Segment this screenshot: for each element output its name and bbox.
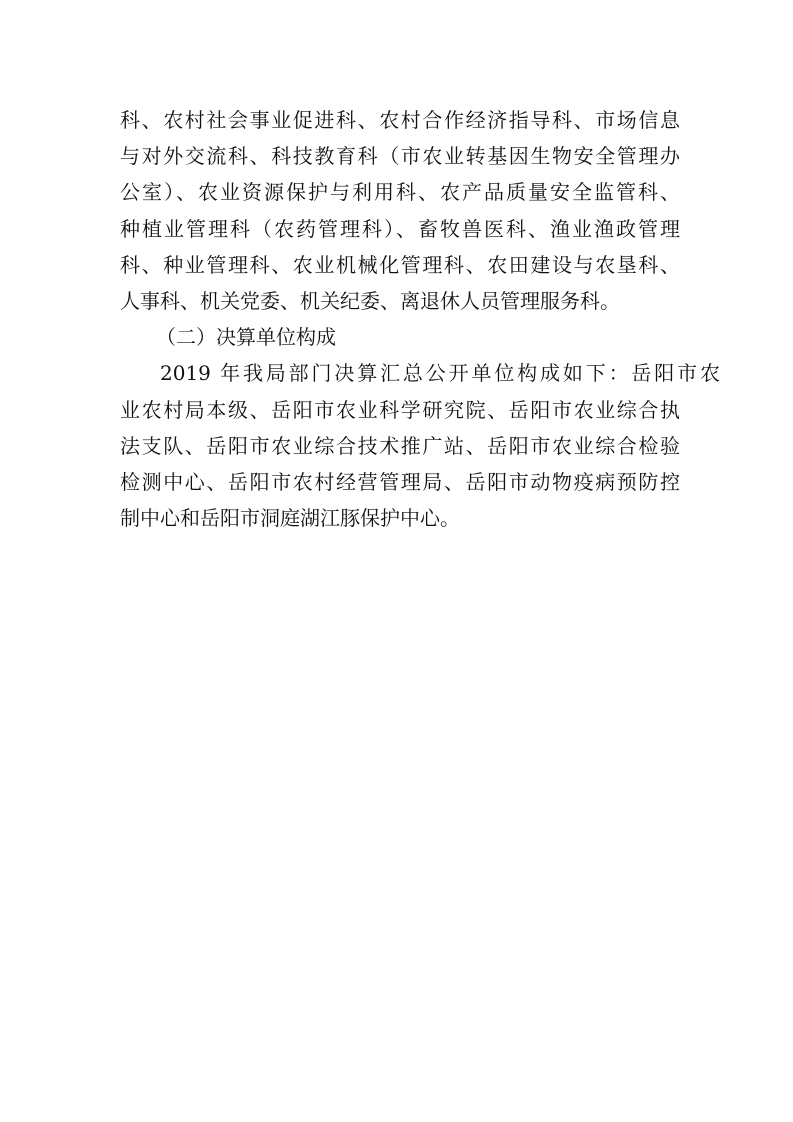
paragraph-line: 法支队、岳阳市农业综合技术推广站、岳阳市农业综合检验: [120, 433, 680, 458]
paragraph-line: 2019 年我局部门决算汇总公开单位构成如下：岳阳市农: [160, 361, 720, 386]
paragraph-budget-units: [120, 355, 720, 536]
paragraph-org-units: [120, 102, 680, 319]
document-body: [120, 102, 720, 536]
paragraph-line: 检测中心、岳阳市农村经营管理局、岳阳市动物疫病预防控: [120, 469, 680, 494]
paragraph-line: 科、农村社会事业促进科、农村合作经济指导科、市场信息: [120, 108, 680, 132]
paragraph-line: 制中心和岳阳市洞庭湖江豚保护中心。: [120, 506, 460, 531]
paragraph-line: 种植业管理科（农药管理科）、畜牧兽医科、渔业渔政管理: [120, 216, 680, 241]
paragraph-line: 与对外交流科、科技教育科（市农业转基因生物安全管理办: [120, 144, 680, 169]
paragraph-line: 业农村局本级、岳阳市农业科学研究院、岳阳市农业综合执: [120, 397, 680, 422]
paragraph-line: 公室）、农业资源保护与利用科、农产品质量安全监管科、: [120, 180, 680, 205]
section-heading: （二）决算单位构成: [156, 325, 336, 350]
paragraph-line: 科、种业管理科、农业机械化管理科、农田建设与农垦科、: [120, 252, 680, 277]
paragraph-line: 人事科、机关党委、机关纪委、离退休人员管理服务科。: [120, 288, 620, 313]
